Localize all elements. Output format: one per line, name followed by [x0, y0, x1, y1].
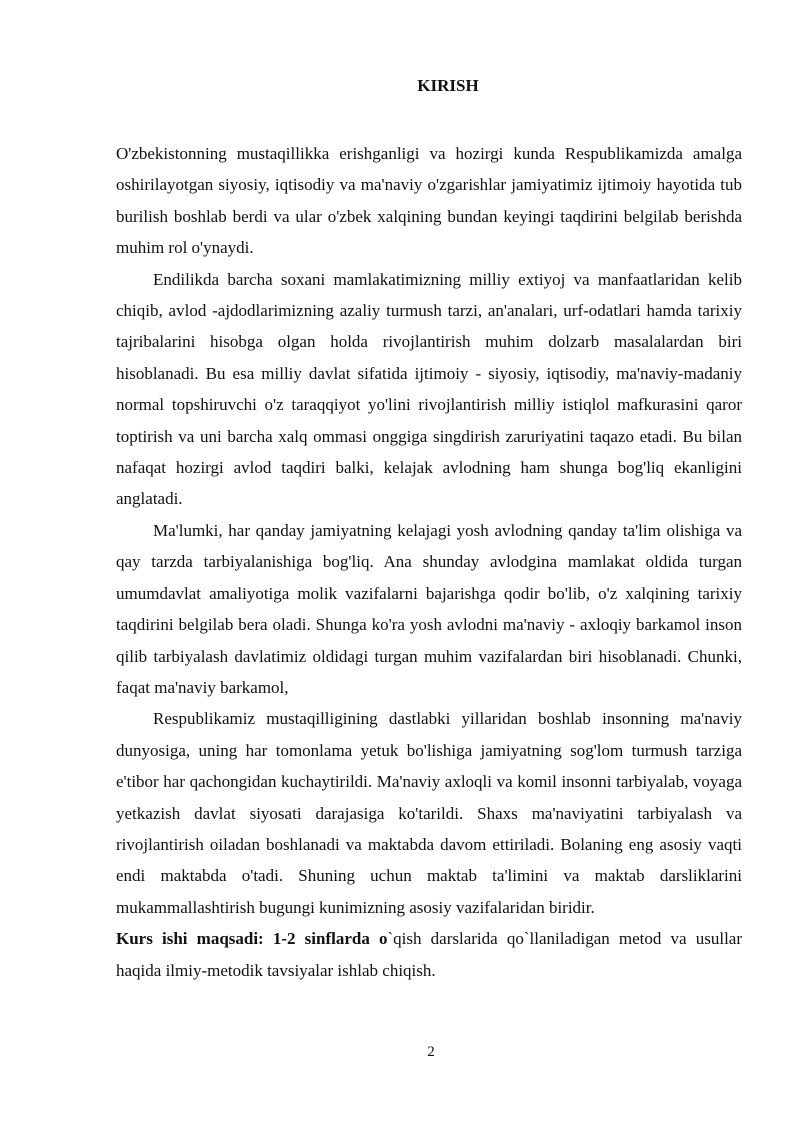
course-goal-label: Kurs ishi maqsadi: 1-2 sinflarda o	[116, 929, 388, 949]
paragraph-1: O'zbekistonning mustaqillikka erishganligi va hozirgi kunda Respublikamizda amalga oshirilayotgan siyosiy, iqtisodiy va ma'naviy o'zgarishlar jamiyatimiz ijtimoiy hayotida tub burilish boshlab berdi va ular o'zbek xalqining bundan keyingi taqdirini belgilab berishda muhim rol o'ynaydi.	[116, 144, 742, 258]
page-number: 2	[427, 1044, 435, 1060]
course-goal-text: `qish darslarida qo`llaniladigan metod va usullar haqida ilmiy-metodik tavsiyalar ishlab chiqish.	[116, 929, 742, 980]
course-goal	[116, 923, 742, 986]
paragraph-4: Respublikamiz mustaqilligining dastlabki yillaridan boshlab insonning ma'naviy dunyosiga, uning har tomonlama yetuk bo'lishiga jamiyatning sog'lom turmush tarziga e'tibor har qachongidan kuchaytirildi. Ma'naviy axloqli va komil insonni tarbiyalab, voyaga yetkazish davlat siyosati darajasiga ko'tarildi. Shaxs ma'naviyatini tarbiyalash va rivojlantirish oiladan boshlanadi va maktabda davom ettiriladi. Bolaning eng asosiy vaqti endi maktabda o'tadi. Shuning uchun maktab ta'limini va maktab darsliklarini mukammallashtirish bugungi kunimizning asosiy vazifalaridan biridir.	[116, 709, 742, 917]
paragraph-3: Ma'lumki, har qanday jamiyatning kelajagi yosh avlodning qanday ta'lim olishiga va qay tarzda tarbiyalanishiga bog'liq. Ana shunday avlodgina mamlakat oldida turgan umumdavlat amaliyotiga molik vazifalarni bajarishga qodir bo'lib, o'z xalqining tarixiy taqdirini belgilab bera oladi. Shunga ko'ra yosh avlodni ma'naviy - axloqiy barkamol inson qilib tarbiyalash davlatimiz oldidagi turgan muhim vazifalardan biri hisoblanadi. Chunki, faqat ma'naviy barkamol,	[116, 520, 742, 697]
page-title: KIRISH	[417, 76, 479, 95]
paragraph-2: Endilikda barcha soxani mamlakatimizning milliy extiyoj va manfaatlaridan kelib chiqib, avlod -ajdodlarimizning azaliy turmush tarzi, an'analari, urf-odatlari hamda tarixiy tajribalarini hisobga olgan holda rivojlantirish muhim dolzarb masalalardan biri hisoblanadi. Bu esa milliy davlat sifatida ijtimoiy - siyosiy, iqtisodiy, ma'naviy-madaniy normal topshiruvchi o'z taraqqiyot yo'lini rivojlantirish milliy istiqlol mafkurasini qaror toptirish va uni barcha xalq ommasi onggiga singdirish zaruriyatini taqazo etadi. Bu bilan nafaqat hozirgi avlod taqdiri balki, kelajak avlodning ham shunga bog'liq ekanligini anglatadi.	[116, 269, 742, 509]
body-text	[116, 138, 742, 986]
